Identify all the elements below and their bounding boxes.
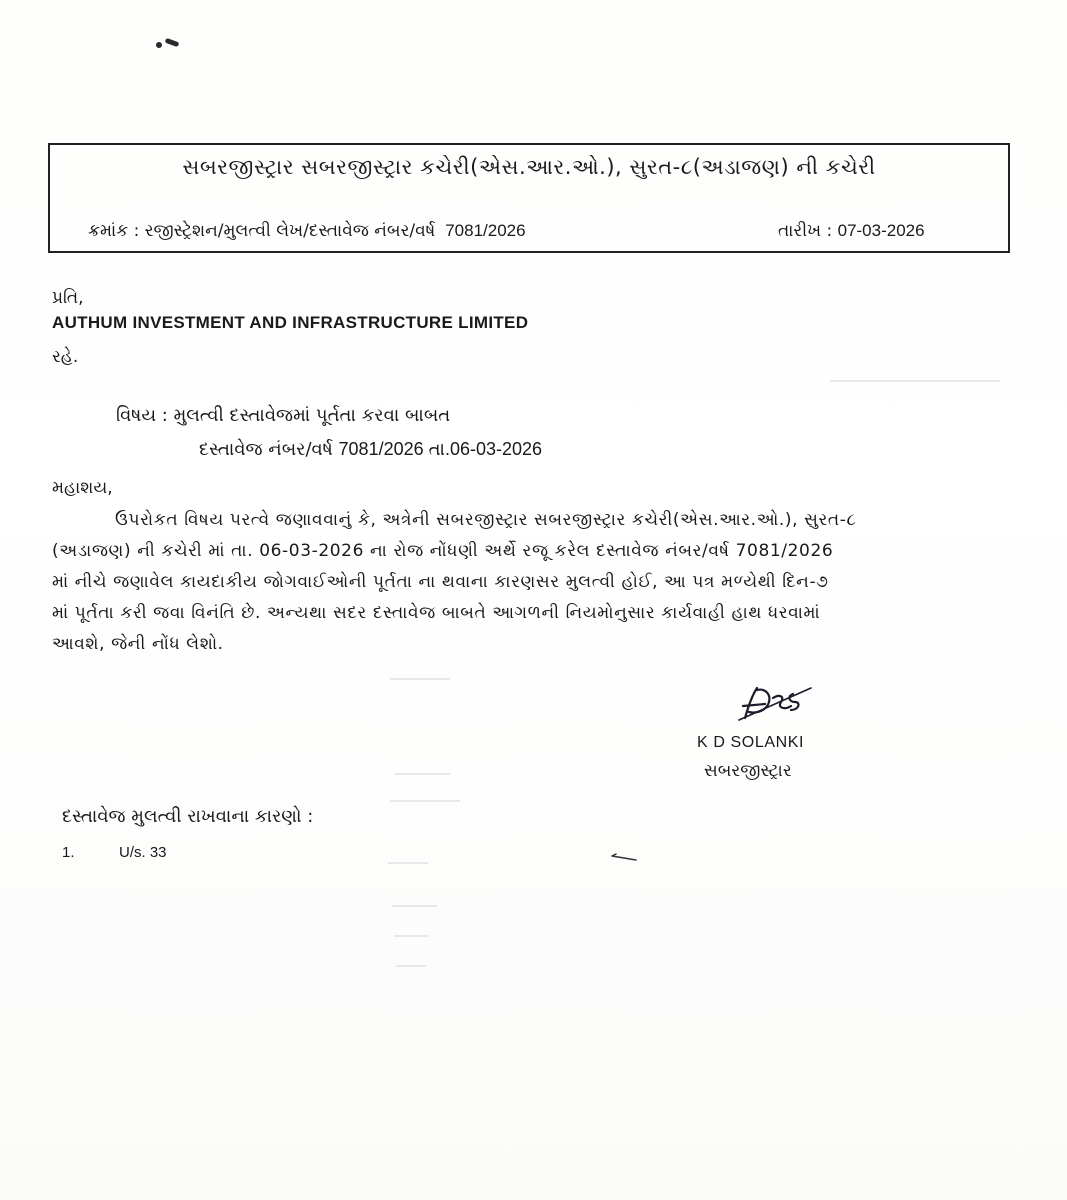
reside-label: રહે. [52, 347, 79, 367]
body-line: માં નીચે જણાવેલ કાયદાકીય જોગવાઈઓની પૂર્તતા ના થવાના કારણસર મુલત્વી હોઈ, આ પત્ર મળ્યેથી દિન-૭ [52, 572, 829, 592]
ink-speck [165, 38, 180, 47]
faint-mark [392, 905, 437, 907]
date-value: 07-03-2026 [837, 221, 925, 240]
reasons-heading: દસ્તાવેજ મુલત્વી રાખવાના કારણો : [62, 806, 314, 827]
signer-name: K D SOLANKI [697, 734, 805, 751]
recipient-company: AUTHUM INVESTMENT AND INFRASTRUCTURE LIMITED [52, 313, 529, 332]
faint-mark [390, 678, 450, 680]
handwritten-signature [735, 680, 815, 728]
faint-mark [394, 935, 429, 937]
date-line [778, 221, 925, 241]
letter-body [52, 505, 1012, 660]
reference-number: 7081/2026 [445, 221, 526, 240]
body-line: ઉપરોકત વિષય પરત્વે જણાવવાનું કે, અત્રેની સબરજીસ્ટ્રાર સબરજીસ્ટ્રાર કચેરી(એસ.આર.ઓ.), સુરત-૮ [115, 510, 857, 530]
body-line: માં પૂર્તતા કરી જવા વિનંતિ છે. અન્યથા સદર દસ્તાવેજ બાબતે આગળની નિયમોનુસાર કાર્યવાહી હાથ ધરવામાં [52, 603, 821, 623]
office-header-box [48, 143, 1010, 253]
reference-line [88, 221, 526, 241]
subject-document-label: દસ્તાવેજ નંબર/વર્ષ [199, 439, 333, 460]
subject-document-value: 7081/2026 તા.06-03-2026 [338, 439, 543, 459]
date-label: તારીખ : [778, 221, 833, 241]
pen-mark [610, 852, 640, 864]
faint-mark [390, 800, 460, 802]
body-line: (અડાજણ) ની કચેરી માં તા. 06-03-2026 ના રોજ નોંધણી અર્થે રજૂ કરેલ દસ્તાવેજ નંબર/વર્ષ 7081/2026 [52, 541, 834, 561]
office-title: સબરજીસ્ટ્રાર સબરજીસ્ટ્રાર કચેરી(એસ.આર.ઓ.), સુરત-૮(અડાજણ) ની કચેરી [182, 155, 876, 179]
salutation: મહાશય, [52, 478, 113, 498]
faint-mark [388, 862, 428, 864]
reference-label: ક્રમાંક : રજીસ્ટ્રેશન/મુલત્વી લેખ/દસ્તાવેજ નંબર/વર્ષ [88, 221, 436, 241]
signer-title: સબરજીસ્ટ્રાર [704, 761, 792, 781]
subject-line: વિષય : મુલત્વી દસ્તાવેજમાં પૂર્તતા કરવા બાબત [116, 405, 451, 426]
reason-item-number: 1. [62, 844, 75, 861]
faint-mark [396, 965, 426, 967]
faint-mark [830, 380, 1000, 382]
reason-item-text: U/s. 33 [119, 844, 167, 861]
body-line: આવશે, જેની નોંધ લેશો. [52, 634, 224, 654]
faint-mark [395, 773, 450, 775]
subject-document-line [199, 439, 542, 460]
ink-speck [156, 42, 162, 48]
to-label: પ્રતિ, [52, 288, 84, 308]
